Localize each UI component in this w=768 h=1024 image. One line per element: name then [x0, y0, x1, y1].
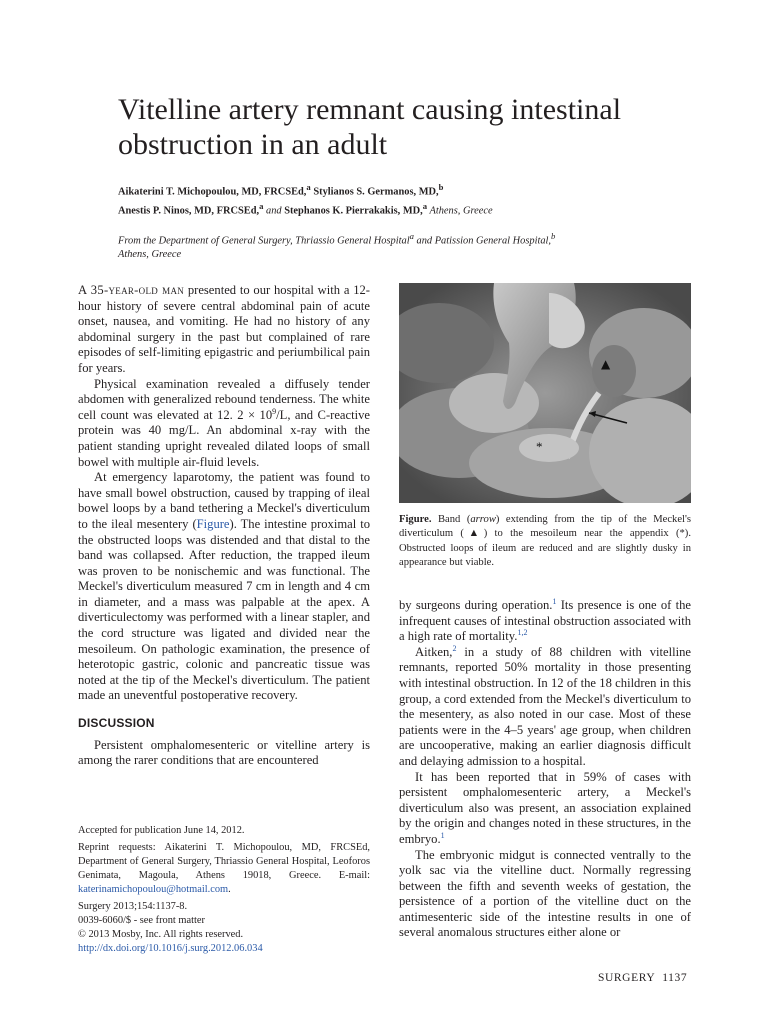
reference-link[interactable]: 2 — [452, 643, 457, 653]
affiliation-marker: a — [306, 182, 311, 192]
footnotes — [78, 824, 370, 956]
author-location: Athens, Greece — [427, 205, 493, 217]
paragraph-text: Physical examination revealed a diffusely tender abdomen with generalized rebound tenderness. The white cell count was elevated at 12. 2 × 10 — [78, 376, 370, 422]
right-column — [399, 598, 691, 941]
issn: 0039-6060/$ - see front matter — [78, 915, 205, 926]
figure-link[interactable]: Figure — [196, 516, 230, 531]
author-name: Anestis P. Ninos, MD, FRCSEd, — [118, 205, 260, 217]
reprint-text: Reprint requests: Aikaterini T. Michopoulou, MD, FRCSEd, Department of General Surgery, Thriassio General Hospital, Leoforos Genimata, Magoula, Athens 19018, Greece. E-mail: — [78, 842, 370, 881]
copyright: © 2013 Mosby, Inc. All rights reserved. — [78, 929, 244, 940]
aitken-paragraph — [399, 645, 691, 770]
email-link[interactable]: katerinamichopoulou@hotmail.com — [78, 884, 229, 895]
triangle-marker: ▲ — [601, 357, 611, 371]
author-name: Stylianos S. Germanos, MD, — [310, 186, 439, 198]
journal-name: SURGERY — [598, 972, 656, 984]
author-name: Stephanos K. Pierrakakis, MD, — [284, 205, 423, 217]
accepted-date: Accepted for publication June 14, 2012. — [78, 825, 245, 836]
surgery-paragraph — [78, 470, 370, 704]
citation: Surgery 2013;154:1137-8. — [78, 901, 188, 912]
affiliation-text: and Patission General Hospital, — [413, 235, 552, 247]
figure-caption — [399, 513, 691, 571]
page-folio — [598, 972, 687, 984]
affiliation-text: Athens, Greece — [118, 249, 182, 261]
paragraph-text: It has been reported that in 59% of cases with persistent omphalomesenteric artery, a Meckel's diverticulum also was present, an association explained by the origin and changes noted in these structures, in the embryo. — [399, 769, 691, 846]
affiliation-marker: a — [259, 201, 264, 212]
surgical-photo — [399, 283, 691, 503]
caption-text: ) extending from the tip of the Meckel's diverticulum (▲) to the mesoileum near the appendix (*). Obstructed loops of ileum are reduced and are slightly dusky in appearance but viable. — [399, 514, 692, 569]
affiliation-marker: a — [409, 231, 414, 241]
exam-paragraph — [78, 377, 370, 471]
paragraph-text: ). The intestine proximal to the obstructed loops was distended and that distal to the band was collapsed. After reduction, the trapped ileum was proven to be nonischemic and was functional. The Meckel's diverticulum measured 7 cm in length and 4 cm in diameter, and a mass was palpable at the apex. A diverticulectomy was performed with a linear stapler, and the cord structure was ligated and divided near the mesoileum. On pathologic examination, the presence of heterotopic gastric, colonic and pancreatic tissue was noted at the tip of the Meckel's diverticulum. The patient made an uneventful postoperative recovery. — [78, 516, 370, 703]
paragraph-text: in a study of 88 children with vitelline remnants, reported 50% mortality in those presenting with intestinal obstruction. In 12 of the 18 children in this group, a cord extended from the Meckel's diverticulum to the mesentery, as also noted in our case. Most of these patients were in the 4–5 years' age group, when children are uncooperative, making an earlier diagnosis difficult and delaying admission to a hospital. — [399, 644, 691, 768]
author-name: Aikaterini T. Michopoulou, MD, FRCSEd, — [118, 186, 307, 198]
caption-emphasis: arrow — [470, 514, 496, 525]
reprint-text: . — [228, 884, 231, 895]
section-heading: DISCUSSION — [78, 716, 155, 731]
left-column — [78, 283, 370, 769]
lead-in: A 35-year-old man — [78, 283, 185, 297]
reference-link[interactable]: 1 — [552, 596, 557, 606]
paragraph-text: Aitken, — [415, 644, 453, 659]
page-number: 1137 — [662, 972, 688, 984]
discussion-paragraph: Persistent omphalomesenteric or vitelline artery is among the rarer conditions that are encountered — [78, 737, 370, 768]
discussion-continued — [399, 598, 691, 645]
doi-link[interactable]: http://dx.doi.org/10.1016/j.surg.2012.06.034 — [78, 943, 263, 954]
reference-link[interactable]: 1 — [440, 830, 445, 840]
affiliation-marker: a — [422, 201, 428, 212]
caption-label: Figure. — [399, 514, 432, 525]
paragraph-text: Its presence is one of the infrequent causes of intestinal obstruction associated with a high rate of mortality. — [399, 598, 691, 644]
author-list — [118, 180, 678, 219]
author-conjunction: and — [263, 205, 285, 217]
reference-link[interactable]: 1,2 — [517, 628, 528, 637]
affiliation-marker: b — [551, 231, 556, 241]
asterisk-marker: * — [536, 439, 543, 454]
reprint-requests — [78, 841, 370, 897]
affiliation — [118, 229, 678, 262]
photo-illustration — [399, 283, 691, 503]
paragraph-text: At emergency laparotomy, the patient was found to have small bowel obstruction, caused by trapping of ileal bowel loops by a band tethering a Meckel's diverticulum to the ileal mesentery ( — [78, 470, 370, 531]
paragraph-text: by surgeons during operation. — [399, 598, 553, 612]
exponent: 9 — [272, 406, 277, 416]
affiliation-text: From the Department of General Surgery, Thriassio General Hospital — [118, 235, 410, 247]
paragraph-text: presented to our hospital with a 12-hour history of severe central abdominal pain of acute onset, nausea, and vomiting. He had no history of any abdominal surgery in the past but complained of rare episodes of self-limiting epigastric and periumbilical pain for years. — [78, 283, 370, 375]
article-title: Vitelline artery remnant causing intestinal obstruction in an adult — [118, 93, 622, 161]
paragraph-text: /L, and C-reactive protein was 40 mg/L. An abdominal x-ray with the patient standing upright revealed dilated loops of small bowel with multiple air-fluid levels. — [78, 407, 370, 469]
association-paragraph — [399, 770, 691, 848]
case-paragraph — [78, 283, 370, 377]
affiliation-marker: b — [438, 182, 444, 192]
caption-text: Band ( — [431, 514, 471, 525]
embryology-paragraph: The embryonic midgut is connected ventrally to the yolk sac via the vitelline duct. Normally regressing between the fifth and seventh weeks of gestation, the persistence of a portion of the vitelline duct on the antimesenteric side of the intestine results in one of several anomalous structures either alone or — [399, 847, 691, 940]
